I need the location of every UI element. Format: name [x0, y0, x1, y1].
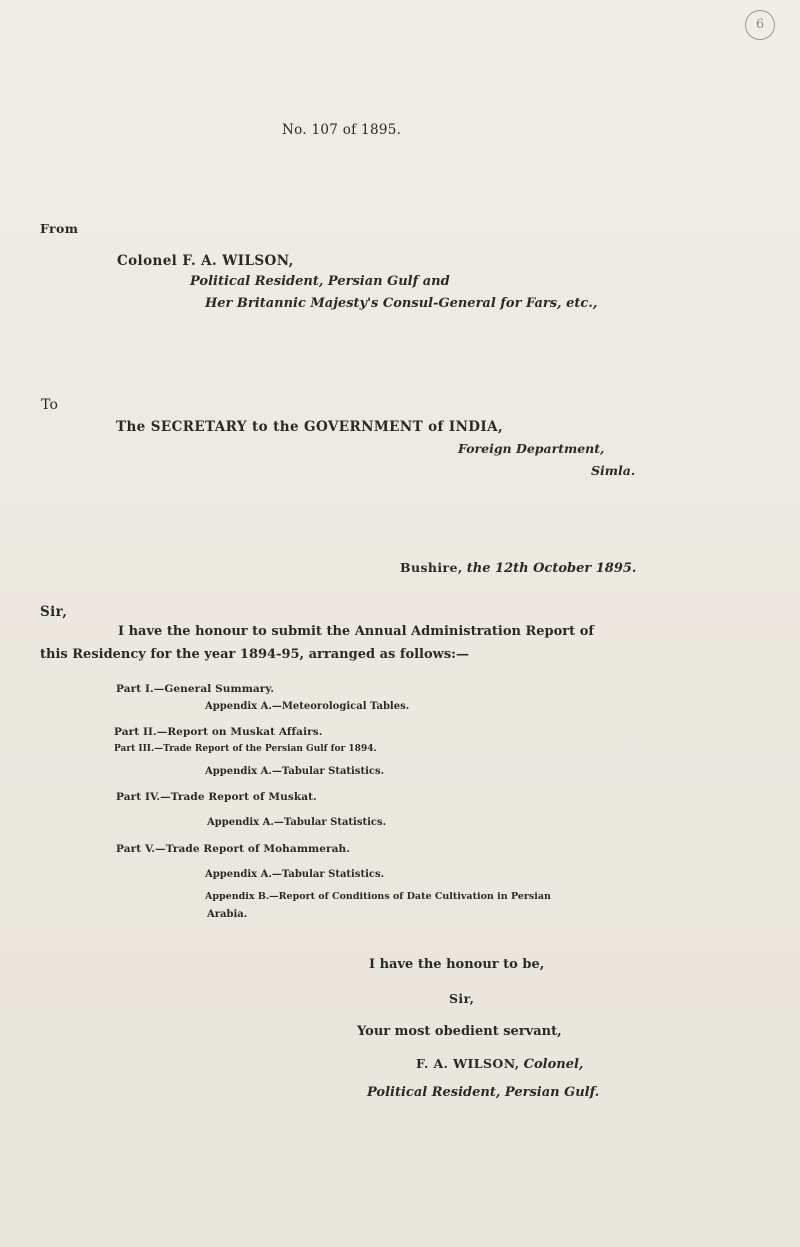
contents-item: Part I.—General Summary. — [116, 683, 275, 695]
closing-line-3: Your most obedient servant, — [357, 1024, 562, 1039]
signature-name: F. A. WILSON, — [416, 1056, 520, 1071]
dateline-date: the 12th October 1895. — [466, 561, 637, 576]
body-line-2: this Residency for the year 1894-95, arranged as follows:— — [40, 647, 469, 662]
sender-name: Colonel F. A. WILSON, — [117, 253, 294, 269]
recipient-location: Simla. — [591, 463, 636, 478]
contents-item: Part IV.—Trade Report of Muskat. — [116, 791, 317, 803]
document-number: No. 107 of 1895. — [282, 122, 402, 138]
closing-line-2: Sir, — [449, 991, 475, 1006]
contents-item: Appendix B.—Report of Conditions of Date Cultivation in Persian — [205, 891, 551, 902]
salutation: Sir, — [40, 604, 68, 620]
sender-title-line2: Her Britannic Majesty's Consul-General for Fars, etc., — [205, 296, 598, 311]
signature-position: Political Resident, Persian Gulf. — [367, 1085, 600, 1100]
contents-item: Part II.—Report on Muskat Affairs. — [114, 726, 323, 738]
from-label: From — [40, 221, 79, 236]
to-label: To — [41, 397, 59, 413]
closing-line-1: I have the honour to be, — [369, 957, 545, 972]
signature-line — [416, 1056, 583, 1072]
dateline — [400, 560, 636, 576]
dateline-place: Bushire, — [400, 560, 463, 575]
folio-number: 6 — [755, 17, 765, 32]
recipient-department: Foreign Department, — [458, 441, 605, 456]
signature-rank: Colonel, — [523, 1057, 584, 1072]
contents-item: Appendix A.—Meteorological Tables. — [205, 701, 410, 712]
contents-item: Part V.—Trade Report of Mohammerah. — [116, 843, 351, 855]
sender-title-line1: Political Resident, Persian Gulf and — [190, 274, 450, 289]
recipient: The SECRETARY to the GOVERNMENT of INDIA, — [116, 419, 504, 435]
contents-item: Appendix A.—Tabular Statistics. — [207, 817, 387, 828]
contents-item: Arabia. — [207, 909, 248, 920]
contents-item: Appendix A.—Tabular Statistics. — [205, 869, 385, 880]
contents-item: Appendix A.—Tabular Statistics. — [205, 766, 385, 777]
contents-item: Part III.—Trade Report of the Persian Gulf for 1894. — [114, 744, 377, 754]
body-line-1: I have the honour to submit the Annual Administration Report of — [118, 624, 594, 639]
folio-stamp — [745, 10, 775, 40]
